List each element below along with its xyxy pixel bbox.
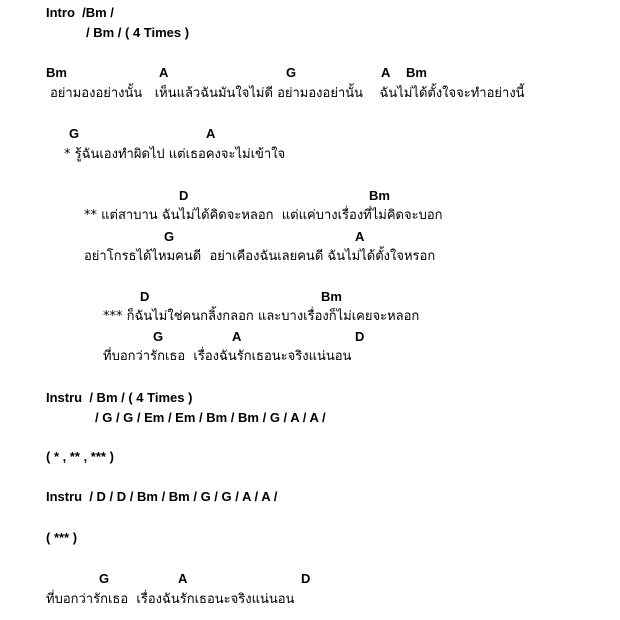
chord: A [355, 229, 365, 244]
chord: G [286, 65, 297, 80]
chord: A [381, 65, 391, 80]
chord: D [355, 329, 365, 344]
instru-chords-line: / G / G / Em / Em / Bm / Bm / G / A / A / [95, 410, 326, 425]
lyric-line: * รู้ฉันเองทำผิดไป แต่เธอคงจะไม่เข้าใจ [64, 147, 286, 162]
lyric-line: อย่าโกรธได้ไหมคนดี อย่าเคืองฉันเลยคนดี ฉันไม่ได้ตั้งใจหรอก [84, 249, 436, 264]
chord: A [206, 126, 216, 141]
chord: D [140, 289, 150, 304]
instru-line: Instru / Bm / ( 4 Times ) [46, 390, 193, 405]
lyric-line: ** แต่สาบาน ฉันไม่ได้คิดจะหลอก แต่แค่บางเรื่องที่ไม่คิดจะบอก [84, 208, 443, 223]
intro-line: Intro /Bm / [46, 5, 114, 20]
lyric-line: ที่บอกว่ารักเธอ เรื่องฉันรักเธอนะจริงแน่นอน [103, 349, 352, 364]
lyric-line: ที่บอกว่ารักเธอ เรื่องฉันรักเธอนะจริงแน่นอน [46, 592, 295, 607]
lyric-line: อย่ามองอย่างนั้น เห็นแล้วฉันมันใจไม่ดี อย่ามองอย่านั้น ฉันไม่ได้ตั้งใจจะทำอย่างนี้ [50, 86, 525, 101]
instru-line: Instru / D / D / Bm / Bm / G / G / A / A / [46, 489, 278, 504]
chord: D [179, 188, 189, 203]
chord: G [99, 571, 110, 586]
chord: Bm [321, 289, 342, 304]
lyric-line: *** ก็ฉันไม่ใช่คนกลิ้งกลอก และบางเรื่องก็ไม่เคยจะหลอก [103, 309, 420, 324]
chord: G [164, 229, 175, 244]
chord: Bm [369, 188, 390, 203]
repeat-marker: ( *** ) [46, 530, 78, 545]
chord: Bm [46, 65, 67, 80]
chord: A [159, 65, 169, 80]
intro-repeat-line: / Bm / ( 4 Times ) [86, 25, 190, 40]
chord: G [153, 329, 164, 344]
chord: A [232, 329, 242, 344]
repeat-marker: ( * , ** , *** ) [46, 449, 114, 464]
chord: D [301, 571, 311, 586]
chord: Bm [406, 65, 427, 80]
chord: G [69, 126, 80, 141]
chord: A [178, 571, 188, 586]
